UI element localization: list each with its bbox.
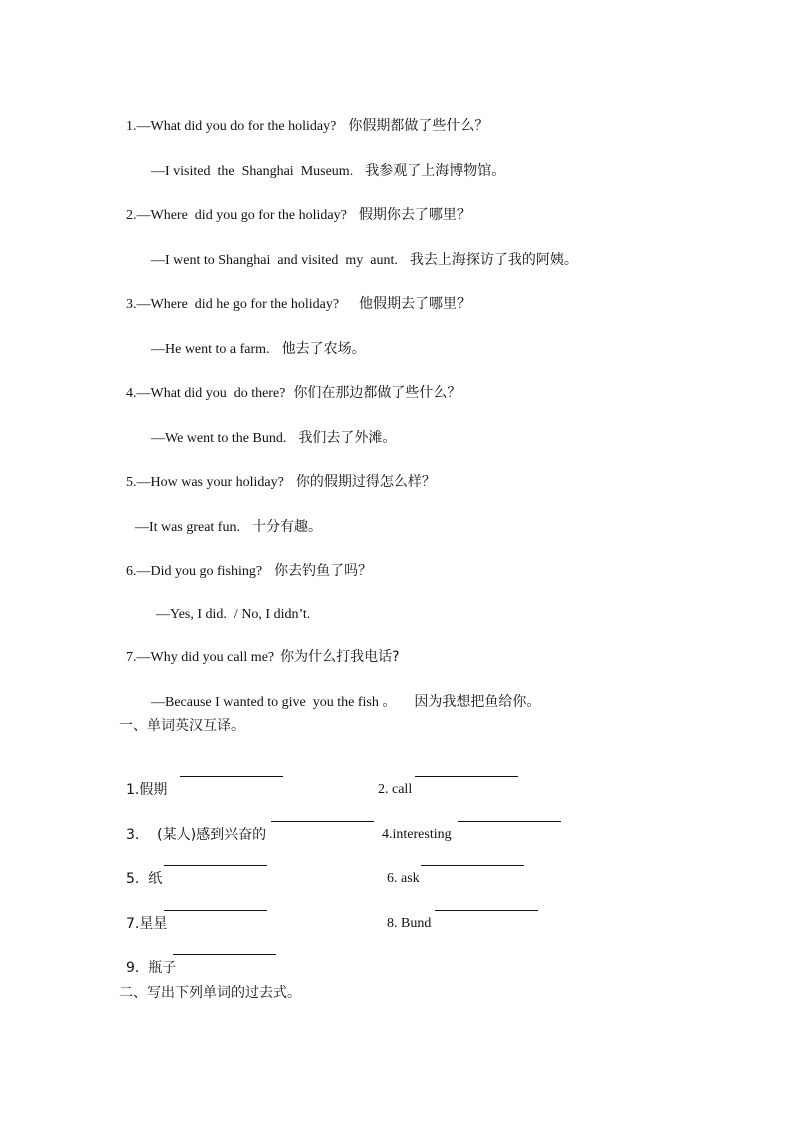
answer-blank[interactable] <box>421 851 524 866</box>
vocab-prompt: 1.假期 <box>126 782 168 798</box>
section-2-title: 二、写出下列单词的过去式。 <box>119 985 301 1001</box>
vocab-item-9 <box>119 938 176 979</box>
answer-english: —He went to a farm. <box>151 342 270 357</box>
answer-blank[interactable] <box>173 940 276 955</box>
question-english: 4.—What did you do there? <box>126 386 286 401</box>
dialogue-6-answer <box>149 585 310 625</box>
answer-chinese: 我参观了上海博物馆。 <box>365 163 506 179</box>
answer-blank[interactable] <box>435 896 538 911</box>
question-chinese: 你们在那边都做了些什么？ <box>293 385 462 401</box>
vocab-prompt: 3. (某人)感到兴奋的 <box>126 827 267 843</box>
answer-english: —We went to the Bund. <box>151 431 287 446</box>
answer-chinese: 我们去了外滩。 <box>298 430 397 446</box>
dialogue-1-answer <box>144 141 505 182</box>
dialogue-5-answer <box>128 497 322 538</box>
question-chinese: 假期你去了哪里？ <box>358 207 471 223</box>
section-1-title: 一、单词英汉互译。 <box>119 718 245 734</box>
vocab-item-7 <box>119 894 167 935</box>
dialogue-2-question <box>119 185 471 226</box>
answer-blank[interactable] <box>271 807 374 822</box>
dialogue-3-question <box>119 274 471 315</box>
vocab-item-1 <box>119 760 167 801</box>
question-chinese: 你为什么打我电话? <box>280 649 400 665</box>
answer-chinese: 我去上海探访了我的阿姨。 <box>409 252 578 268</box>
answer-english: —Because I wanted to give you the fish 。 <box>151 695 397 710</box>
answer-blank[interactable] <box>180 762 283 777</box>
vocab-prompt: 6. ask <box>387 871 420 886</box>
answer-chinese: 因为我想把鱼给你。 <box>414 694 541 710</box>
question-english: 5.—How was your holiday? <box>126 475 284 490</box>
dialogue-3-answer <box>144 319 366 360</box>
question-english: 2.—Where did you go for the holiday? <box>126 208 347 223</box>
answer-english: —I went to Shanghai and visited my aunt. <box>151 253 398 268</box>
vocab-item-6 <box>380 849 420 889</box>
question-english: 6.—Did you go fishing? <box>126 564 263 579</box>
vocab-item-8 <box>380 894 431 934</box>
question-english: 1.—What did you do for the holiday? <box>126 119 337 134</box>
answer-english: —I visited the Shanghai Museum. <box>151 164 354 179</box>
question-english: 3.—Where did he go for the holiday? <box>126 297 340 312</box>
dialogue-5-question <box>119 452 436 493</box>
vocab-prompt: 9. 瓶子 <box>126 960 177 976</box>
dialogue-1-question <box>119 96 488 137</box>
vocab-prompt: 5. 纸 <box>126 871 163 887</box>
vocab-item-5 <box>119 849 162 890</box>
dialogue-7-answer <box>144 672 540 713</box>
vocab-item-4 <box>375 805 452 845</box>
dialogue-2-answer <box>144 230 578 271</box>
answer-blank[interactable] <box>458 807 561 822</box>
question-english: 7.—Why did you call me? <box>126 650 275 665</box>
vocab-item-3 <box>119 805 266 846</box>
question-chinese: 你去钓鱼了吗？ <box>274 563 373 579</box>
question-chinese: 你的假期过得怎么样？ <box>295 474 436 490</box>
vocab-prompt: 4.interesting <box>382 827 452 842</box>
answer-english: —It was great fun. <box>135 520 240 535</box>
question-chinese: 他假期去了哪里？ <box>359 296 472 312</box>
vocab-item-2 <box>371 760 412 800</box>
dialogue-4-question <box>119 363 461 404</box>
answer-chinese: 他去了农场。 <box>281 341 366 357</box>
dialogue-6-question <box>119 541 372 582</box>
answer-blank[interactable] <box>415 762 518 777</box>
vocab-prompt: 8. Bund <box>387 916 432 931</box>
question-chinese: 你假期都做了些什么？ <box>348 118 489 134</box>
answer-english: —Yes, I did. / No, I didn’t. <box>156 607 311 622</box>
vocab-prompt: 7.星星 <box>126 916 168 932</box>
answer-blank[interactable] <box>164 851 267 866</box>
vocab-prompt: 2. call <box>378 782 413 797</box>
answer-chinese: 十分有趣。 <box>251 519 322 535</box>
dialogue-7-question <box>119 627 400 668</box>
dialogue-4-answer <box>144 408 396 449</box>
answer-blank[interactable] <box>164 896 267 911</box>
